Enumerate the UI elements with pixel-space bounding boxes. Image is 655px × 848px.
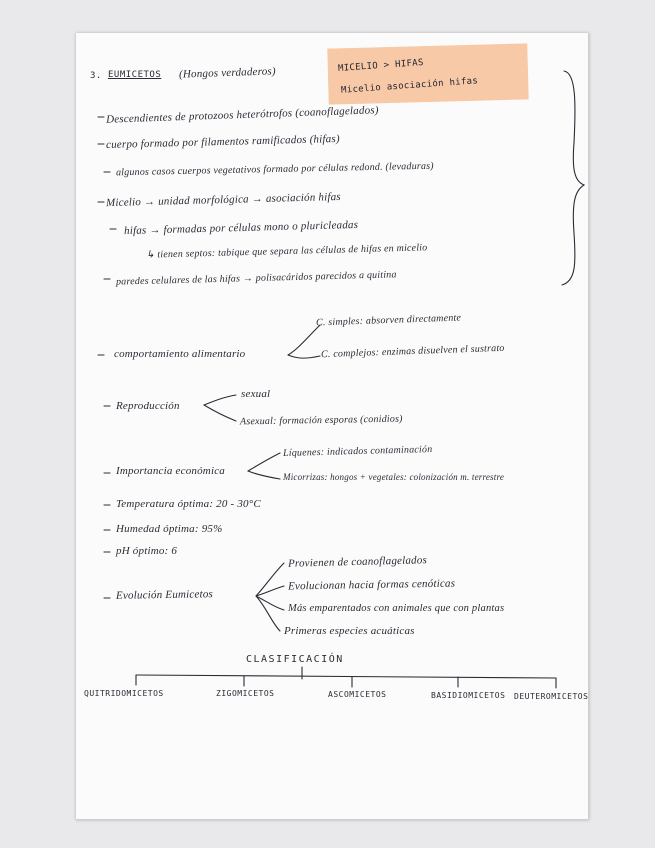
evolucion-branch-2: Evolucionan hacia formas cenóticas <box>287 577 456 593</box>
fork-line <box>288 325 320 355</box>
section-number: 3. <box>90 71 102 81</box>
group-zigomicetos: ZIGOMICETOS <box>216 689 275 698</box>
bullet-3: algunos casos cuerpos vegetativos formado por células redond. (levaduras) <box>115 160 434 179</box>
bullet-2: cuerpo formado por filamentos ramificados (hifas) <box>105 132 340 152</box>
evolucion-branch-3: Más emparentados con animales que con plantas <box>288 603 505 614</box>
condition-humedad: Humedad óptima: 95% <box>116 523 223 535</box>
bullet-7: paredes celulares de las hifas → polisacáridos parecidos a quitina <box>115 269 397 288</box>
fork-line <box>256 596 284 610</box>
condition-ph: pH óptimo: 6 <box>116 545 178 557</box>
importancia-branch-1: Líquenes: indicados contaminación <box>282 444 433 459</box>
tree-bar <box>136 675 556 678</box>
group-quitridomicetos: QUITRIDOMICETOS <box>84 689 164 698</box>
bullet-1: Descendientes de protozoos heterótrofos (coanoflagelados) <box>105 104 379 126</box>
fork-line <box>248 471 280 479</box>
fork-line <box>256 596 280 631</box>
pen-strokes <box>76 33 588 819</box>
importancia-label: Importancia económica <box>116 465 225 477</box>
reproduccion-branch-2: Asexual: formación esporas (conidios) <box>239 413 403 428</box>
group-deuteromicetos: DEUTEROMICETOS <box>514 692 589 701</box>
comportamiento-label: comportamiento alimentario <box>114 348 246 360</box>
section-subtitle: (Hongos verdaderos) <box>178 65 276 81</box>
highlight-line-1: MICELIO > HIFAS <box>337 58 425 74</box>
fork-line <box>288 355 320 358</box>
fork-line <box>248 453 280 471</box>
bullet-6: ↳ tienen septos: tabique que separa las células de hifas en micelio <box>145 242 428 261</box>
bullet-5: hifas → formadas por células mono o pluricleadas <box>123 218 359 238</box>
fork-line <box>204 395 236 405</box>
comportamiento-branch-2: C. complejos: enzimas disuelven el sustrato <box>320 342 505 361</box>
clasificacion-title: CLASIFICACIÓN <box>246 654 344 665</box>
notebook-page <box>76 33 589 820</box>
comportamiento-branch-1: C. simples: absorven directamente <box>315 312 462 329</box>
evolucion-branch-1: Provienen de coanoflagelados <box>287 554 428 570</box>
evolucion-label: Evolución Eumicetos <box>115 588 214 602</box>
group-ascomicetos: ASCOMICETOS <box>328 690 387 699</box>
reproduccion-label: Reproducción <box>116 400 180 412</box>
section-title: EUMICETOS <box>108 70 162 80</box>
evolucion-branch-4: Primeras especies acuáticas <box>284 625 415 637</box>
importancia-branch-2: Micorrizas: hongos + vegetales: colonización m. terrestre <box>283 472 505 482</box>
right-brace <box>562 71 584 285</box>
reproduccion-branch-1: sexual <box>241 388 271 400</box>
fork-line <box>204 405 236 421</box>
group-basidiomicetos: BASIDIOMICETOS <box>431 691 506 700</box>
condition-temperatura: Temperatura óptima: 20 - 30°C <box>116 498 261 510</box>
bullet-4: Micelio → unidad morfológica → asociación hifas <box>105 190 342 210</box>
highlight-line-2: Micelio asociación hifas <box>340 76 479 96</box>
